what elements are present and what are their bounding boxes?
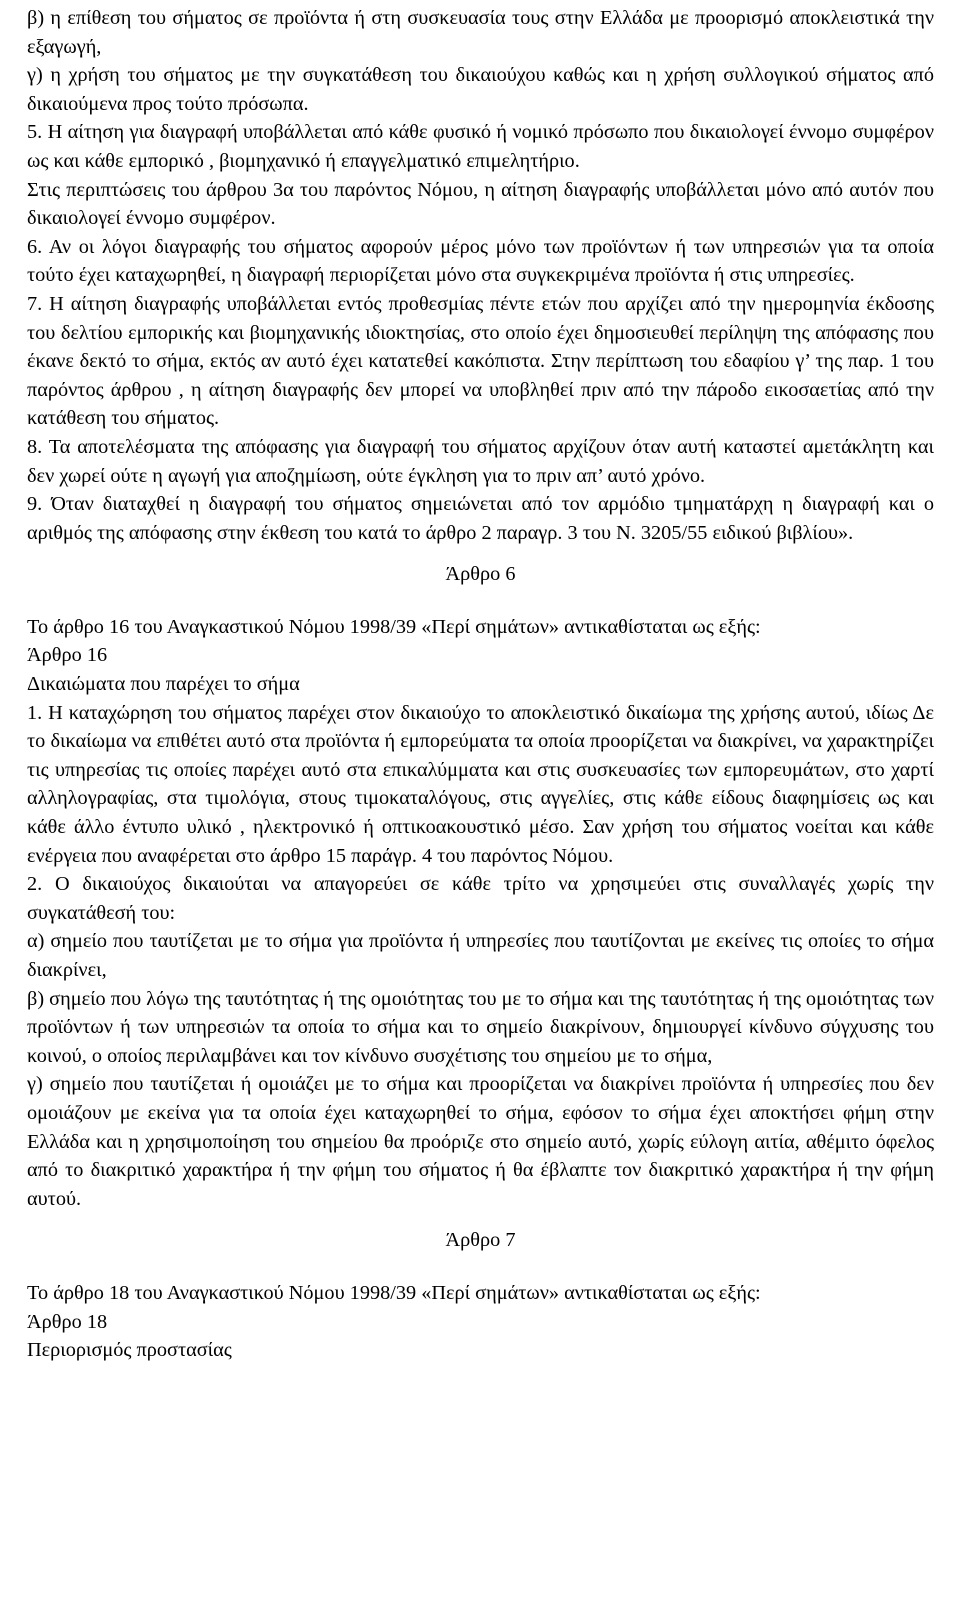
paragraph-b: β) η επίθεση του σήματος σε προϊόντα ή στη συσκευασία τους στην Ελλάδα με προορισμό αποκλειστικά την εξαγωγή, [27, 7, 934, 58]
article-7-heading: Άρθρο 7 [445, 1229, 516, 1252]
article-18-heading: Άρθρο 18 [27, 1310, 108, 1333]
article-18-title: Περιορισμός προστασίας [27, 1339, 232, 1362]
paragraph-7: 7. Η αίτηση διαγραφής υποβάλλεται εντός προθεσμίας πέντε ετών που αρχίζει από την ημερομηνία έκδοσης του δελτίου εμπορικής και βιομηχανικής ιδιοκτησίας, στο οποίο έχει δημοσιευθεί περίληψη της απόφασης που έκανε δεκτό το σήμα, εκτός αν αυτό έχει κατατεθεί κακόπιστα. Στην περίπτωση του εδαφίου γ’ της παρ. 1 του παρόντος άρθρου , η αίτηση διαγραφής δεν μπορεί να υποβληθεί πριν από την πάροδο εικοσαετίας από την κατάθεση του σήματος. [27, 292, 934, 430]
article-16-heading: Άρθρο 16 [27, 644, 108, 667]
article-6-replacement-line: Το άρθρο 16 του Αναγκαστικού Νόμου 1998/39 «Περί σημάτων» αντικαθίσταται ως εξής: [27, 615, 761, 638]
paragraph-c: γ) η χρήση του σήματος με την συγκατάθεση του δικαιούχου καθώς και η χρήση συλλογικού σήματος από δικαιούμενα προς τούτο πρόσωπα. [27, 64, 934, 115]
article-16-paragraph-1: 1. Η καταχώρηση του σήματος παρέχει στον δικαιούχο το αποκλειστικό δικαίωμα της χρήσης αυτού, ιδίως Δε το δικαίωμα να επιθέτει αυτό στα προϊόντα ή εμπορεύματα τα οποία προορίζεται να διακρίνει, να χαρακτηρίζει τις υπηρεσίας τις οποίες παρέχει αυτό στα επικαλύμματα και στις συσκευασίες των εμπορευμάτων, στο χαρτί αλληλογραφίας, στα τιμολόγια, στους τιμοκαταλόγους, στις αγγελίες, στις κάθε είδους διαφημίσεις ως και κάθε άλλο έντυπο υλικό , ηλεκτρονικό ή οπτικοακουστικό μέσο. Σαν χρήση του σήματος νοείται και κάθε ενέργεια που αναφέρεται στο άρθρο 15 παράγρ. 4 του παρόντος Νόμου. [27, 701, 934, 867]
paragraph-6: 6. Αν οι λόγοι διαγραφής του σήματος αφορούν μέρος μόνο των προϊόντων ή των υπηρεσιών για τα οποία τούτο έχει καταχωρηθεί, η διαγραφή περιορίζεται μόνο στα συγκεκριμένα προϊόντα ή στις υπηρεσίες. [27, 235, 934, 287]
article-16-title: Δικαιώματα που παρέχει το σήμα [27, 673, 300, 696]
article-6-heading: Άρθρο 6 [445, 563, 516, 586]
paragraph-9: 9. Όταν διαταχθεί η διαγραφή του σήματος σημειώνεται από τον αρμόδιο τμηματάρχη η διαγραφή και ο αριθμός της απόφασης στην έκθεση του κατά το άρθρο 2 παραγρ. 3 του Ν. 3205/55 ειδικού βιβλίου». [27, 493, 934, 544]
paragraph-5-note: Στις περιπτώσεις του άρθρου 3α του παρόντος Νόμου, η αίτηση διαγραφής υποβάλλεται μόνο από αυτόν που δικαιολογεί έννομο συμφέρον. [27, 178, 934, 230]
article-16-paragraph-2c: γ) σημείο που ταυτίζεται ή ομοιάζει με το σήμα και προορίζεται να διακρίνει προϊόντα ή υπηρεσίες που δεν ομοιάζουν με εκείνα για τα οποία έχει καταχωρηθεί το σήμα, εφόσον το σήμα έχει αποκτήσει φήμη στην Ελλάδα και η χρησιμοποίηση του σημείου θα προόριζε στο σημείο αυτό, χωρίς εύλογη αιτία, αθέμιτο όφελος από το διακριτικό χαρακτήρα ή την φήμη του σήματος ή θα έβλαπτε τον διακριτικό χαρακτήρα ή την φήμη αυτού. [27, 1073, 934, 1210]
article-16-paragraph-2b: β) σημείο που λόγω της ταυτότητας ή της ομοιότητας του με το σήμα και της ταυτότητας ή της ομοιότητας των προϊόντων ή των υπηρεσιών τα οποία το σήμα και το σημείο διακρίνουν, δημιουργεί κίνδυνο σύγχυσης του κοινού, ο οποίος περιλαμβάνει και τον κίνδυνο συσχέτισης του σημείου με το σήμα, [27, 987, 934, 1067]
article-16-paragraph-2a: α) σημείο που ταυτίζεται με το σήμα για προϊόντα ή υπηρεσίες που ταυτίζονται με εκείνες τις οποίες το σήμα διακρίνει, [27, 930, 934, 981]
article-16-paragraph-2: 2. Ο δικαιούχος δικαιούται να απαγορεύει σε κάθε τρίτο να χρησιμεύει στις συναλλαγές χωρίς την συγκατάθεσή του: [27, 873, 934, 924]
paragraph-8: 8. Τα αποτελέσματα της απόφασης για διαγραφή του σήματος αρχίζουν όταν αυτή καταστεί αμετάκλητη και δεν χωρεί ούτε η αγωγή για αποζημίωση, ούτε έγκληση για το πριν απ’ αυτό χρόνο. [27, 435, 934, 487]
article-7-replacement-line: Το άρθρο 18 του Αναγκαστικού Νόμου 1998/39 «Περί σημάτων» αντικαθίσταται ως εξής: [27, 1281, 761, 1304]
paragraph-5: 5. Η αίτηση για διαγραφή υποβάλλεται από κάθε φυσικό ή νομικό πρόσωπο που δικαιολογεί έννομο συμφέρον ως και κάθε εμπορικό , βιομηχανικό ή επαγγελματικό επιμελητήριο. [27, 121, 934, 172]
